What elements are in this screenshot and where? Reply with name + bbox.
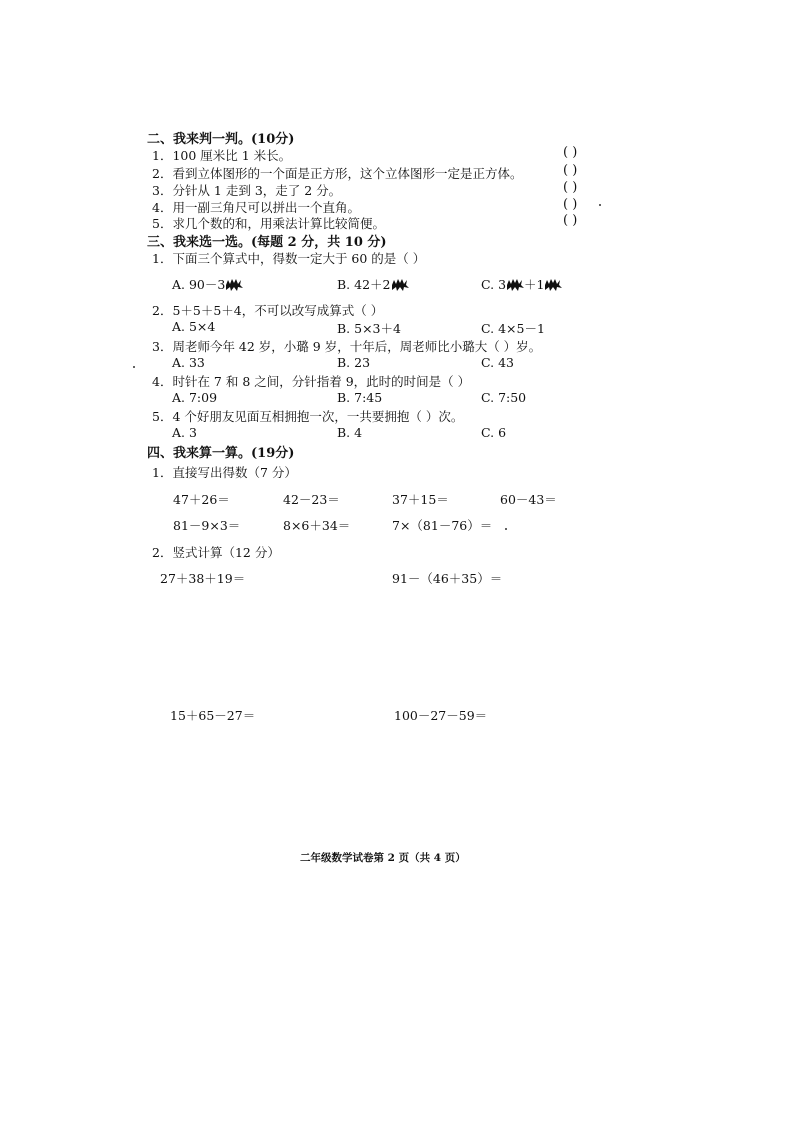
ink-blot-icon	[225, 279, 243, 291]
choice-question-3: 3．周老师今年 42 岁，小璐 9 岁，十年后，周老师比小璐大（ ）岁。	[152, 339, 542, 354]
scan-speck	[133, 366, 135, 368]
oral-calc-3: 37＋15＝	[392, 492, 449, 507]
choice-5-option-a[interactable]: A. 3	[172, 425, 197, 440]
choice-3-option-b[interactable]: B. 23	[337, 355, 371, 370]
choice-2-option-b[interactable]: B. 5×3＋4	[337, 321, 401, 336]
page-footer: 二年级数学试卷第 2 页（共 4 页）	[300, 852, 466, 864]
calc-part-1-title: 1．直接写出得数（7 分）	[152, 465, 297, 480]
scan-speck	[599, 204, 601, 206]
judge-paren-4[interactable]: ( )	[563, 197, 578, 212]
judge-paren-5[interactable]: ( )	[563, 213, 578, 228]
judge-item-1: 1．100 厘米比 1 米长。	[152, 148, 292, 163]
choice-4-option-b[interactable]: B. 7:45	[337, 390, 383, 405]
choice-4-option-c[interactable]: C. 7:50	[481, 390, 527, 405]
choice-question-5: 5．4 个好朋友见面互相拥抱一次，一共要拥抱（ ）次。	[152, 409, 464, 424]
choice-3-option-a[interactable]: A. 33	[172, 355, 205, 370]
choice-question-2: 2．5＋5＋5＋4，不可以改写成算式（ ）	[152, 303, 384, 318]
scan-speck	[505, 528, 507, 530]
choice-3-option-c[interactable]: C. 43	[481, 355, 514, 370]
choice-1-option-c[interactable]: C. 3 ＋1	[481, 275, 562, 293]
vertical-calc-4: 100－27－59＝	[394, 708, 488, 723]
judge-item-2: 2．看到立体图形的一个面是正方形，这个立体图形一定是正方体。	[152, 166, 523, 181]
judge-item-3: 3．分针从 1 走到 3，走了 2 分。	[152, 183, 342, 198]
judge-paren-3[interactable]: ( )	[563, 180, 578, 195]
choice-1-option-b[interactable]: B. 42＋2	[337, 275, 409, 293]
ink-blot-icon	[506, 279, 524, 291]
vertical-calc-2: 91－（46＋35）＝	[392, 571, 503, 586]
section-3-title: 三、我来选一选。(每题 2 分，共 10 分)	[147, 235, 387, 250]
vertical-calc-3: 15＋65－27＝	[170, 708, 256, 723]
oral-calc-2: 42－23＝	[283, 492, 340, 507]
choice-4-option-a[interactable]: A. 7:09	[172, 390, 218, 405]
judge-paren-2[interactable]: ( )	[563, 163, 578, 178]
oral-calc-1: 47＋26＝	[173, 492, 230, 507]
choice-2-option-a[interactable]: A. 5×4	[172, 319, 216, 334]
choice-question-1: 1．下面三个算式中，得数一定大于 60 的是（ ）	[152, 251, 426, 266]
section-4-title: 四、我来算一算。(19分)	[147, 446, 295, 461]
choice-question-4: 4．时针在 7 和 8 之间，分针指着 9，此时的时间是（ ）	[152, 374, 471, 389]
choice-5-option-c[interactable]: C. 6	[481, 425, 507, 440]
oral-calc-5: 81－9×3＝	[173, 518, 241, 533]
vertical-calc-1: 27＋38＋19＝	[160, 571, 246, 586]
section-2-title: 二、我来判一判。(10分)	[147, 132, 295, 147]
judge-item-4: 4．用一副三角尺可以拼出一个直角。	[152, 200, 360, 215]
choice-1-option-a[interactable]: A. 90－3	[172, 275, 243, 293]
oral-calc-4: 60－43＝	[500, 492, 557, 507]
choice-2-option-c[interactable]: C. 4×5－1	[481, 321, 545, 336]
judge-item-5: 5．求几个数的和，用乘法计算比较简便。	[152, 216, 385, 231]
oral-calc-7: 7×（81－76）＝	[392, 518, 493, 533]
judge-paren-1[interactable]: ( )	[563, 145, 578, 160]
oral-calc-6: 8×6＋34＝	[283, 518, 351, 533]
ink-blot-icon	[391, 279, 409, 291]
choice-5-option-b[interactable]: B. 4	[337, 425, 363, 440]
calc-part-2-title: 2．竖式计算（12 分）	[152, 545, 280, 560]
ink-blot-icon	[544, 279, 562, 291]
